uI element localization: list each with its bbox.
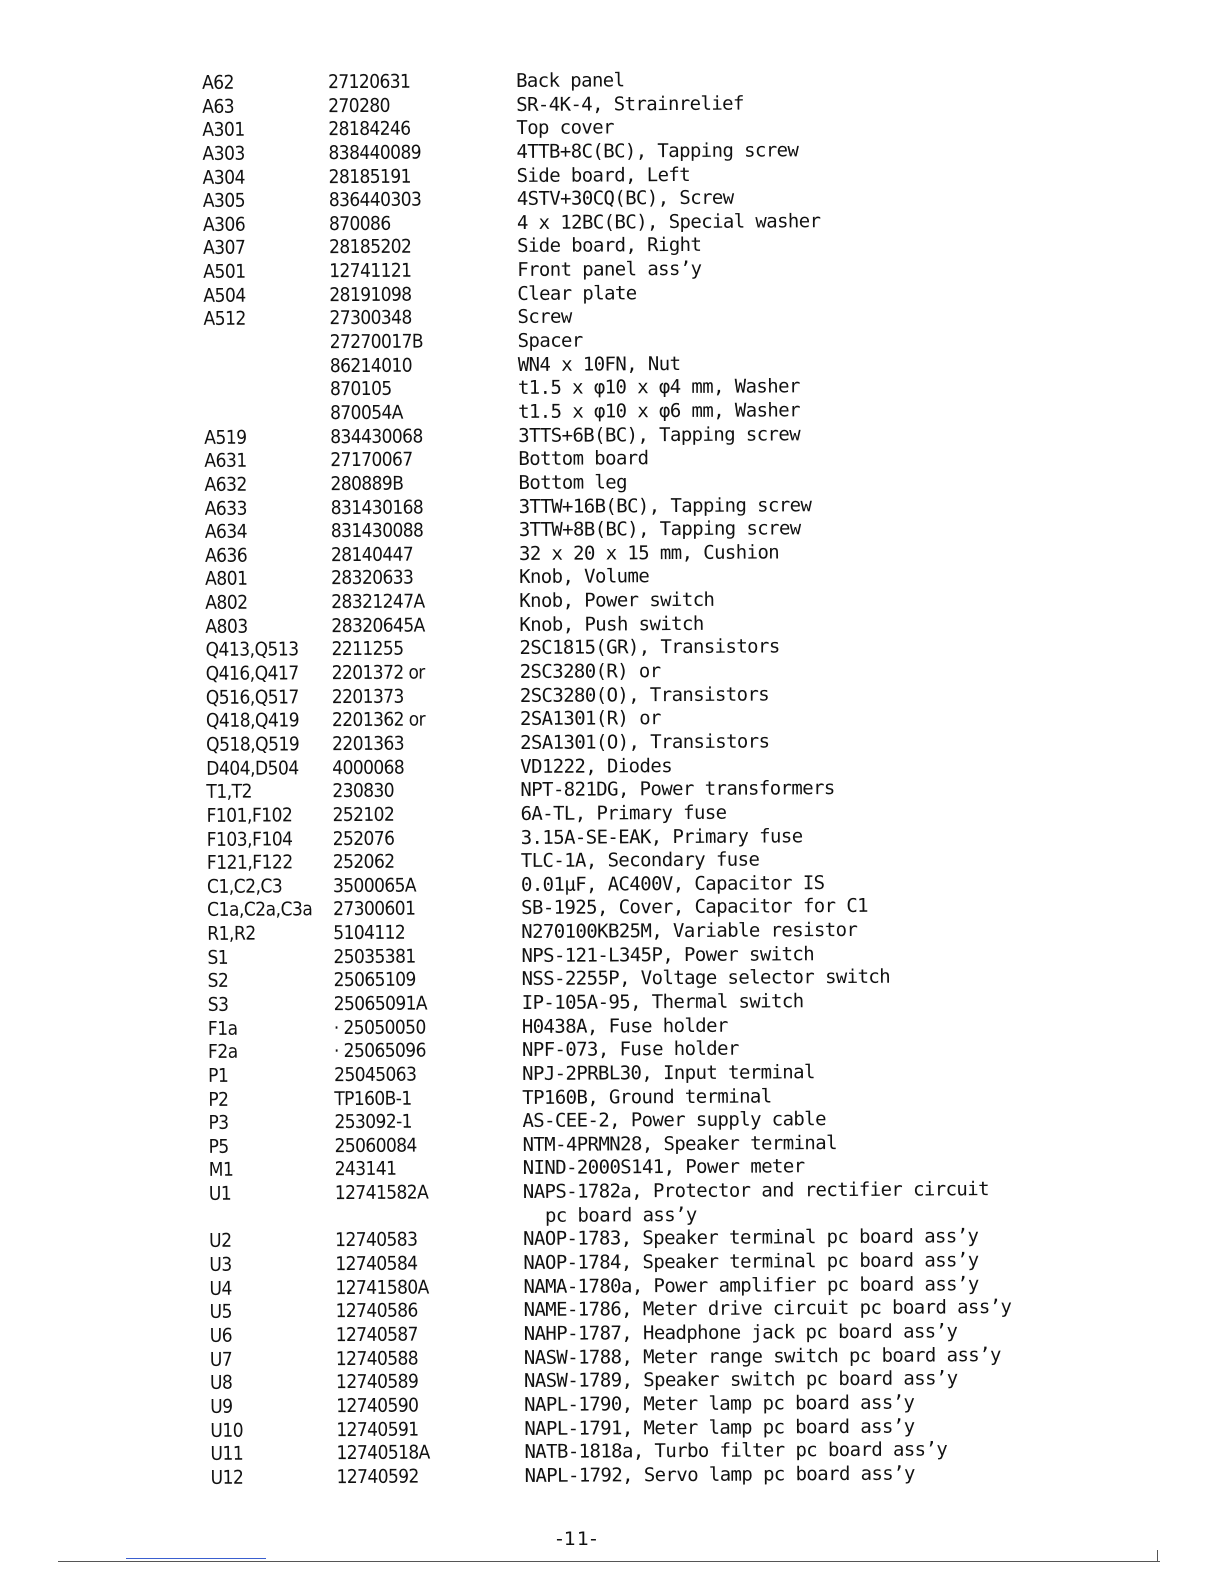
part-reference: M1	[208, 1159, 234, 1182]
part-number: 280889B	[330, 472, 404, 496]
part-reference: U5	[209, 1301, 233, 1324]
part-description: t1.5 x φ10 x φ6 mm, Washer	[518, 399, 800, 423]
part-number: 252076	[332, 827, 395, 850]
part-number: 12740583	[335, 1228, 418, 1252]
part-description: 3.15A-SE-EAK, Primary fuse	[520, 824, 803, 849]
part-description: 3TTW+8B(BC), Tapping screw	[518, 517, 801, 542]
part-reference: R1,R2	[207, 922, 256, 945]
part-description: SB-1925, Cover, Capacitor for C1	[521, 895, 869, 920]
part-description: 2SA1301(R) or	[519, 707, 661, 731]
part-number: 27170067	[330, 448, 413, 472]
part-description: 6A-TL, Primary fuse	[520, 801, 727, 825]
part-number: 12740590	[336, 1394, 419, 1417]
part-description: 3TTW+16B(BC), Tapping screw	[518, 493, 812, 518]
part-number: 25060084	[334, 1134, 417, 1157]
part-number: 12740586	[335, 1299, 418, 1323]
part-reference: Q413,Q513	[205, 638, 299, 662]
part-number: 12741121	[329, 259, 412, 283]
part-reference: T1,T2	[206, 780, 253, 804]
part-description: Side board, Left	[516, 163, 691, 187]
part-description: Side board, Right	[517, 234, 702, 258]
part-reference: A632	[204, 473, 247, 496]
part-number: 2211255	[331, 638, 404, 661]
part-reference: S1	[207, 946, 229, 969]
part-reference: C1a,C2a,C3a	[207, 898, 313, 922]
part-number: 12740587	[335, 1323, 418, 1347]
part-description: Front panel ass’y	[517, 257, 702, 282]
part-number: 230830	[332, 779, 395, 803]
part-number: 28184246	[328, 117, 411, 141]
part-number: 2201363	[332, 732, 405, 756]
part-reference: F121,F122	[206, 851, 293, 875]
part-reference: F101,F102	[206, 804, 293, 827]
part-description: NPS-121-L345P, Power switch	[521, 942, 815, 967]
part-number: 25065109	[333, 968, 416, 992]
part-reference: C1,C2,C3	[206, 875, 283, 898]
part-number: 252062	[332, 850, 395, 874]
part-description: t1.5 x φ10 x φ4 mm, Washer	[517, 375, 800, 400]
part-number: 253092-1	[334, 1110, 412, 1134]
part-reference: A303	[202, 142, 245, 165]
part-reference: A301	[202, 118, 245, 142]
part-reference: P2	[208, 1088, 229, 1111]
part-number: 28140447	[330, 543, 414, 566]
part-reference	[204, 331, 314, 332]
part-description: 0.01μF, AC400V, Capacitor IS	[520, 871, 825, 896]
page-number: -11-	[556, 1528, 598, 1550]
part-number: 270280	[328, 94, 390, 117]
part-reference: A504	[203, 284, 246, 307]
part-number: 28321247A	[331, 590, 425, 614]
part-description: NSS-2255P, Voltage selector switch	[521, 966, 891, 991]
part-reference: A801	[205, 568, 248, 591]
part-number: 12740584	[335, 1252, 418, 1276]
part-reference: U6	[209, 1324, 233, 1347]
part-description: H0438A, Fuse holder	[521, 1014, 728, 1038]
part-reference: U1	[208, 1182, 232, 1205]
part-description: 2SC3280(O), Transistors	[519, 683, 770, 707]
part-number: 27300348	[329, 307, 412, 330]
part-number: 27120631	[327, 70, 411, 94]
part-reference	[204, 355, 314, 356]
part-description: NATB-1818a, Turbo filter pc board ass’y	[524, 1438, 948, 1464]
part-reference	[209, 1206, 319, 1207]
part-number: 243141	[334, 1158, 397, 1181]
part-reference: Q418,Q419	[205, 709, 300, 733]
part-reference: U7	[209, 1348, 233, 1371]
part-description: Back panel	[515, 69, 625, 92]
part-description: 2SC3280(R) or	[519, 660, 661, 683]
part-reference: A636	[204, 544, 248, 567]
part-number: 5104112	[333, 921, 406, 945]
part-reference: A512	[203, 308, 246, 331]
part-number: 86214010	[329, 354, 413, 377]
parts-row	[195, 1462, 1015, 1491]
corner-mark	[1157, 1550, 1158, 1562]
part-number: 4000068	[332, 756, 405, 779]
part-description: TLC-1A, Secondary fuse	[520, 848, 760, 873]
part-number: 27300601	[333, 898, 416, 921]
part-number: 12741582A	[334, 1181, 429, 1205]
part-number: 2201372 or	[331, 661, 425, 685]
part-reference: A63	[202, 95, 235, 118]
part-description: Knob, Volume	[519, 565, 650, 589]
part-reference: A631	[204, 449, 247, 473]
part-reference: A304	[202, 166, 246, 189]
part-description: Top cover	[516, 116, 614, 140]
part-description: Knob, Power switch	[519, 588, 715, 613]
part-reference: S2	[207, 970, 229, 993]
part-number: 28320633	[331, 567, 414, 590]
part-description: pc board ass’y	[544, 1203, 697, 1227]
footer-rule	[58, 1561, 1160, 1562]
part-number: 25035381	[333, 945, 416, 968]
part-description: NAPL-1791, Meter lamp pc board ass’y	[524, 1415, 915, 1440]
part-description: WN4 x 10FN, Nut	[517, 352, 681, 376]
part-number: 25065091A	[333, 992, 428, 1016]
part-reference: U4	[209, 1277, 232, 1300]
part-description: NAPS-1782a, Protector and rectifier circuit	[522, 1178, 989, 1204]
part-description: NAHP-1787, Headphone jack pc board ass’y	[523, 1320, 958, 1345]
part-number	[335, 1205, 515, 1206]
parts-list	[186, 67, 1015, 1490]
part-description: 4 x 12BC(BC), Special washer	[516, 209, 821, 234]
part-number: 831430088	[330, 519, 424, 543]
part-description: 32 x 20 x 15 mm, Cushion	[518, 541, 780, 565]
part-description: NPT-821DG, Power transformers	[520, 777, 835, 802]
part-reference: Q518,Q519	[206, 733, 300, 756]
part-reference: U2	[209, 1230, 232, 1253]
part-reference: A307	[203, 237, 246, 260]
part-reference: A803	[205, 615, 248, 638]
part-description: NAOP-1784, Speaker terminal pc board ass’y	[523, 1249, 979, 1274]
part-description: NTM-4PRMN28, Speaker terminal	[522, 1131, 837, 1156]
part-description: NAOP-1783, Speaker terminal pc board ass’y	[523, 1225, 979, 1251]
part-number: 28185202	[329, 236, 412, 259]
part-description: NAMA-1780a, Power amplifier pc board ass’y	[523, 1272, 979, 1298]
part-number: 252102	[332, 803, 395, 826]
part-description: Bottom board	[518, 447, 649, 471]
part-number: 28185191	[328, 165, 411, 188]
part-description: IP-105A-95, Thermal switch	[521, 990, 804, 1014]
part-description: NAPL-1790, Meter lamp pc board ass’y	[524, 1391, 915, 1416]
part-reference: F103,F104	[206, 827, 293, 851]
part-reference: A501	[203, 260, 246, 284]
part-number: 838440089	[328, 141, 422, 165]
part-number: 870054A	[330, 401, 403, 425]
part-number: 12740588	[335, 1347, 419, 1370]
part-reference: U10	[210, 1419, 244, 1442]
part-number: · 25050050	[333, 1016, 426, 1039]
part-description: Bottom leg	[518, 471, 627, 494]
part-number: 28320645A	[331, 614, 425, 637]
part-description: 4TTB+8C(BC), Tapping screw	[516, 139, 799, 163]
part-number: 3500065A	[332, 874, 417, 897]
part-number: 12740592	[336, 1465, 419, 1488]
part-description: 2SA1301(O), Transistors	[520, 730, 770, 754]
part-number: 836440303	[328, 188, 422, 212]
part-description: TP160B, Ground terminal	[522, 1084, 772, 1109]
part-description: SR-4K-4, Strainrelief	[516, 92, 744, 116]
part-number: 12741580A	[335, 1276, 429, 1299]
part-number: 12740589	[335, 1370, 419, 1394]
part-description: N270100KB25M, Variable resistor	[521, 918, 858, 944]
part-reference	[204, 379, 314, 380]
part-description: NASW-1788, Meter range switch pc board ass’y	[523, 1343, 1001, 1369]
footer-link-underline	[126, 1558, 266, 1559]
part-number: 27270017B	[329, 330, 424, 354]
part-number: 2201362 or	[331, 708, 426, 732]
part-description: NASW-1789, Speaker switch pc board ass’y	[523, 1367, 958, 1393]
part-reference: Q416,Q417	[205, 662, 299, 685]
part-description: NAME-1786, Meter drive circuit pc board ass’y	[523, 1296, 1012, 1322]
part-number: 28191098	[329, 283, 412, 306]
part-description: NAPL-1792, Servo lamp pc board ass’y	[524, 1462, 915, 1487]
part-reference: U11	[210, 1442, 244, 1466]
part-reference: A62	[201, 71, 235, 94]
part-reference: U9	[210, 1395, 233, 1418]
part-reference: A519	[204, 426, 247, 449]
part-reference: A305	[202, 189, 246, 213]
part-number: 870105	[329, 378, 392, 401]
part-reference: P1	[208, 1064, 229, 1087]
part-reference: F2a	[207, 1040, 238, 1064]
part-number: 2201373	[331, 685, 404, 708]
part-description: 4STV+30CQ(BC), Screw	[516, 186, 734, 211]
part-reference: P3	[208, 1111, 229, 1135]
part-description: Knob, Push switch	[519, 612, 704, 636]
part-reference: U3	[209, 1253, 232, 1276]
part-number: 870086	[328, 212, 391, 235]
part-description: NIND-2000S141, Power meter	[522, 1155, 805, 1180]
part-reference: P5	[208, 1135, 229, 1158]
part-description: AS-CEE-2, Power supply cable	[522, 1108, 826, 1133]
part-description: Clear plate	[517, 282, 637, 305]
part-description: VD1222, Diodes	[520, 754, 673, 778]
part-reference: U8	[209, 1371, 233, 1395]
part-number: · 25065096	[333, 1039, 426, 1063]
part-description: 2SC1815(GR), Transistors	[519, 635, 780, 660]
part-number: TP160B-1	[334, 1087, 412, 1110]
part-reference: A306	[202, 213, 246, 236]
part-reference	[204, 402, 314, 403]
part-reference: A802	[205, 591, 248, 614]
part-number: 831430168	[330, 496, 424, 519]
part-description: NPF-073, Fuse holder	[521, 1037, 739, 1062]
part-number: 12740591	[336, 1418, 419, 1441]
part-reference: A634	[204, 520, 248, 544]
part-reference: Q516,Q517	[205, 685, 299, 709]
part-number: 834430068	[330, 425, 423, 448]
part-number: 25045063	[334, 1063, 417, 1087]
part-reference: D404,D504	[206, 756, 299, 780]
part-reference: F1a	[207, 1017, 238, 1040]
part-description: Screw	[517, 306, 572, 329]
part-reference: S3	[207, 993, 229, 1016]
part-reference: U12	[210, 1466, 244, 1489]
part-description: 3TTS+6B(BC), Tapping screw	[518, 422, 801, 447]
part-number: 12740518A	[336, 1441, 430, 1465]
part-description: Spacer	[517, 329, 583, 353]
part-description: NPJ-2PRBL30, Input terminal	[522, 1061, 815, 1085]
part-reference: A633	[204, 497, 248, 520]
